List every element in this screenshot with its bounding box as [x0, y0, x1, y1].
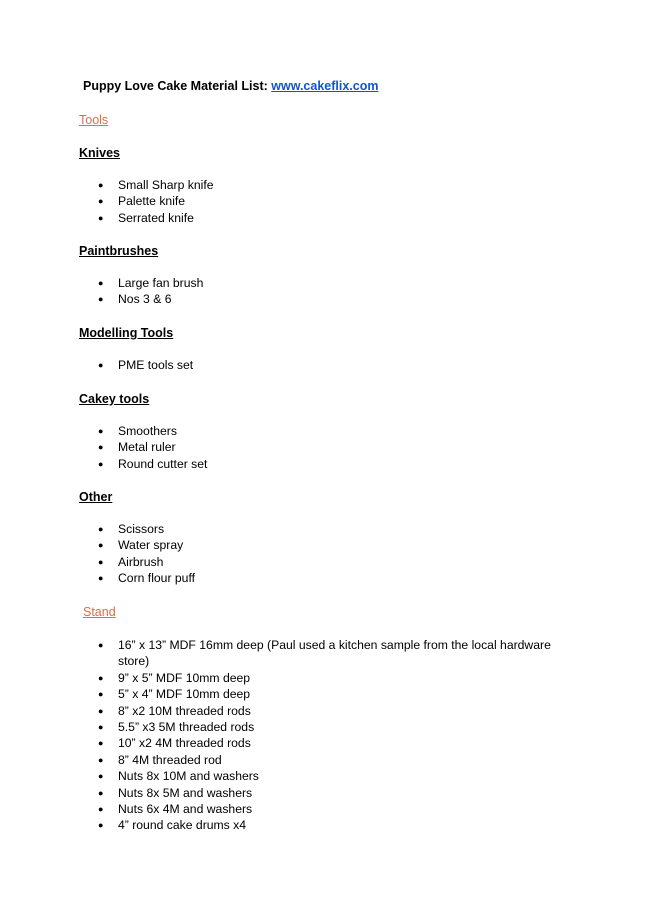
- other-list: [0, 521, 558, 587]
- list-item: ● Scissors: [98, 522, 165, 536]
- paintbrushes-heading: Paintbrushes: [79, 244, 159, 258]
- list-item: ● Serrated knife: [98, 210, 194, 225]
- list-item: ● Corn flour puff: [98, 571, 196, 586]
- tools-heading: Tools: [79, 113, 109, 127]
- modelling-tools-heading: Modelling Tools: [79, 326, 174, 340]
- list-item: ● 9” x 5” MDF 10mm deep: [98, 670, 251, 685]
- stand-list: [0, 637, 558, 834]
- cakey-tools-heading: Cakey tools: [79, 392, 150, 406]
- title-text: Puppy Love Cake Material List:: [83, 79, 272, 93]
- list-item: ● 8” 4M threaded rod: [98, 752, 222, 767]
- list-item: ● Large fan brush: [98, 276, 204, 290]
- knives-list: [0, 177, 558, 226]
- list-item: ● Water spray: [98, 538, 184, 553]
- paintbrushes-list: [0, 275, 558, 308]
- list-item: ● Smoothers: [98, 424, 177, 438]
- list-item: ● 4” round cake drums x4: [98, 818, 247, 833]
- list-item: ● Nuts 8x 5M and washers: [98, 785, 253, 800]
- list-item: ● 8” x2 10M threaded rods: [98, 703, 251, 718]
- list-item: ● 16” x 13” MDF 16mm deep (Paul used a kitchen sample from the local hardware store): [98, 638, 551, 669]
- cakeflix-link[interactable]: www.cakeflix.com: [271, 79, 379, 93]
- list-item: ● Airbrush: [98, 554, 164, 569]
- list-item: ● PME tools set: [98, 358, 194, 372]
- stand-heading: Stand: [83, 605, 116, 619]
- list-item: ● Nos 3 & 6: [98, 292, 172, 307]
- list-item: ● 5.5” x3 5M threaded rods: [98, 720, 255, 735]
- list-item: ● Nuts 8x 10M and washers: [98, 769, 259, 784]
- other-heading: Other: [79, 490, 113, 504]
- list-item: ● 5” x 4” MDF 10mm deep: [98, 687, 251, 702]
- list-item: ● 10” x2 4M threaded rods: [98, 736, 251, 751]
- modelling-tools-list: [0, 357, 558, 373]
- list-item: ● Palette knife: [98, 194, 186, 209]
- list-item: ● Metal ruler: [98, 440, 176, 455]
- list-item: ● Round cutter set: [98, 456, 208, 471]
- cakey-tools-list: [0, 423, 558, 472]
- list-item: ● Nuts 6x 4M and washers: [98, 802, 253, 817]
- knives-heading: Knives: [79, 146, 120, 160]
- document-title: [83, 79, 378, 93]
- list-item: ● Small Sharp knife: [98, 178, 214, 192]
